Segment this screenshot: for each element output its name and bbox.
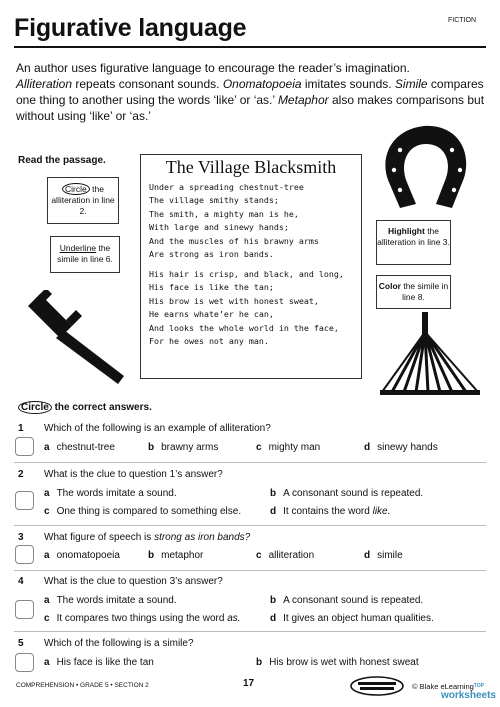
poem-line: His hair is crisp, and black, and long, <box>149 268 344 279</box>
instruction-text: the alliteration in line 3. <box>377 226 450 247</box>
option-1b[interactable]: b brawny arms <box>148 442 219 453</box>
question-text: Which of the following is an example of alliteration? <box>44 423 271 434</box>
question-number: 2 <box>18 469 24 480</box>
instruction-verb: Color <box>378 281 401 291</box>
answer-box[interactable] <box>15 545 34 564</box>
instruction-verb: Circle <box>62 183 90 195</box>
heading-verb: Circle <box>18 401 52 414</box>
intro-text: also makes comparisons but without using ‘like’ or ‘as.’ <box>16 93 485 123</box>
poem-line: And looks the whole world in the face, <box>149 322 339 333</box>
question-number: 4 <box>18 576 24 587</box>
intro-text: imitates sounds. <box>301 77 395 91</box>
question-number: 3 <box>18 532 24 543</box>
option-3b[interactable]: b metaphor <box>148 550 204 561</box>
instruction-text: the alliteration in line 2. <box>51 184 115 216</box>
category-label: FICTION <box>448 17 476 24</box>
watermark: worksheets <box>440 690 496 701</box>
term-simile: Simile <box>394 77 428 91</box>
watermark-top: TOP <box>473 683 484 689</box>
question-divider <box>14 462 486 463</box>
option-4b[interactable]: b A consonant sound is repeated. <box>270 595 424 606</box>
question-text: What is the clue to question 3’s answer? <box>44 576 223 587</box>
option-3c[interactable]: c alliteration <box>256 550 315 561</box>
poem-box <box>140 154 362 379</box>
poem-line: The smith, a mighty man is he, <box>149 208 299 219</box>
question-divider <box>14 631 486 632</box>
intro-text: An author uses figurative language to encourage the reader’s imagination. <box>16 61 410 75</box>
poem-line: Are strong as iron bands. <box>149 249 274 259</box>
poem-line: Under a spreading chestnut-tree <box>149 181 304 192</box>
term-metaphor: Metaphor <box>277 93 329 107</box>
answer-box[interactable] <box>15 437 34 456</box>
poem-line: He earns whate’er he can, <box>149 309 274 319</box>
footer-section-label: COMPREHENSION • GRADE 5 • SECTION 2 <box>16 682 149 689</box>
option-4a[interactable]: a The words imitate a sound. <box>44 595 177 606</box>
instruction-underline <box>50 236 120 273</box>
poem-line: For he owes not any man. <box>149 336 269 346</box>
option-5a[interactable]: a His face is like the tan <box>44 657 154 668</box>
option-1a[interactable]: a chestnut-tree <box>44 442 115 453</box>
term-alliteration: Alliteration <box>16 77 73 91</box>
bellows-icon <box>380 312 480 397</box>
horseshoe-icon <box>378 120 473 212</box>
page-title: Figurative language <box>14 14 247 42</box>
question-text: What figure of speech is strong as iron bands? <box>44 532 251 543</box>
term-onomatopoeia: Onomatopoeia <box>222 77 302 91</box>
question-number: 1 <box>18 423 24 434</box>
hammer-icon <box>20 290 132 386</box>
option-3d[interactable]: d simile <box>364 550 403 561</box>
intro-paragraph <box>16 60 486 124</box>
poem-title: The Village Blacksmith <box>165 157 337 177</box>
question-number: 5 <box>18 638 24 649</box>
poem-line: His face is like the tan; <box>149 282 274 292</box>
option-5b[interactable]: b His brow is wet with honest sweat <box>256 657 419 668</box>
option-3a[interactable]: a onomatopoeia <box>44 550 120 561</box>
instruction-verb: Highlight <box>387 226 425 236</box>
poem-line: With large and sinewy hands; <box>149 222 289 232</box>
instruction-circle <box>47 177 119 224</box>
option-1d[interactable]: d sinewy hands <box>364 442 438 453</box>
title-divider <box>14 46 486 48</box>
question-text: What is the clue to question 1’s answer? <box>44 469 223 480</box>
heading-text: the correct answers. <box>54 402 152 413</box>
question-divider <box>14 570 486 571</box>
read-passage-label: Read the passage. <box>18 155 106 166</box>
poem-line: His brow is wet with honest sweat, <box>149 295 319 306</box>
option-2c[interactable]: c One thing is compared to something else. <box>44 506 242 517</box>
page-number: 17 <box>243 678 255 689</box>
poem-line: The village smithy stands; <box>149 195 279 205</box>
question-text: Which of the following is a simile? <box>44 638 194 649</box>
answer-box[interactable] <box>15 491 34 510</box>
answer-box[interactable] <box>15 600 34 619</box>
questions-heading <box>18 402 152 413</box>
option-1c[interactable]: c mighty man <box>256 442 321 453</box>
option-4d[interactable]: d It gives an object human qualities. <box>270 613 434 624</box>
instruction-text: the simile in line 6. <box>57 243 113 264</box>
question-divider <box>14 525 486 526</box>
intro-text: repeats consonant sounds. <box>72 77 223 91</box>
instruction-text: the simile in line 8. <box>402 281 449 302</box>
poem-line: And the muscles of his brawny arms <box>149 235 319 246</box>
reading-eggspress-logo-icon <box>350 676 404 696</box>
option-2b[interactable]: b A consonant sound is repeated. <box>270 488 424 499</box>
option-2d[interactable]: d It contains the word like. <box>270 506 391 517</box>
instruction-verb: Underline <box>59 243 97 253</box>
copyright: © Blake eLearning <box>412 682 474 691</box>
option-2a[interactable]: a The words imitate a sound. <box>44 488 177 499</box>
answer-box[interactable] <box>15 653 34 672</box>
option-4c[interactable]: c It compares two things using the word as. <box>44 613 241 624</box>
instruction-highlight <box>376 220 451 265</box>
intro-text: compares one thing to another using the words ‘like’ or ‘as.’ <box>16 77 484 107</box>
instruction-color <box>376 275 451 309</box>
